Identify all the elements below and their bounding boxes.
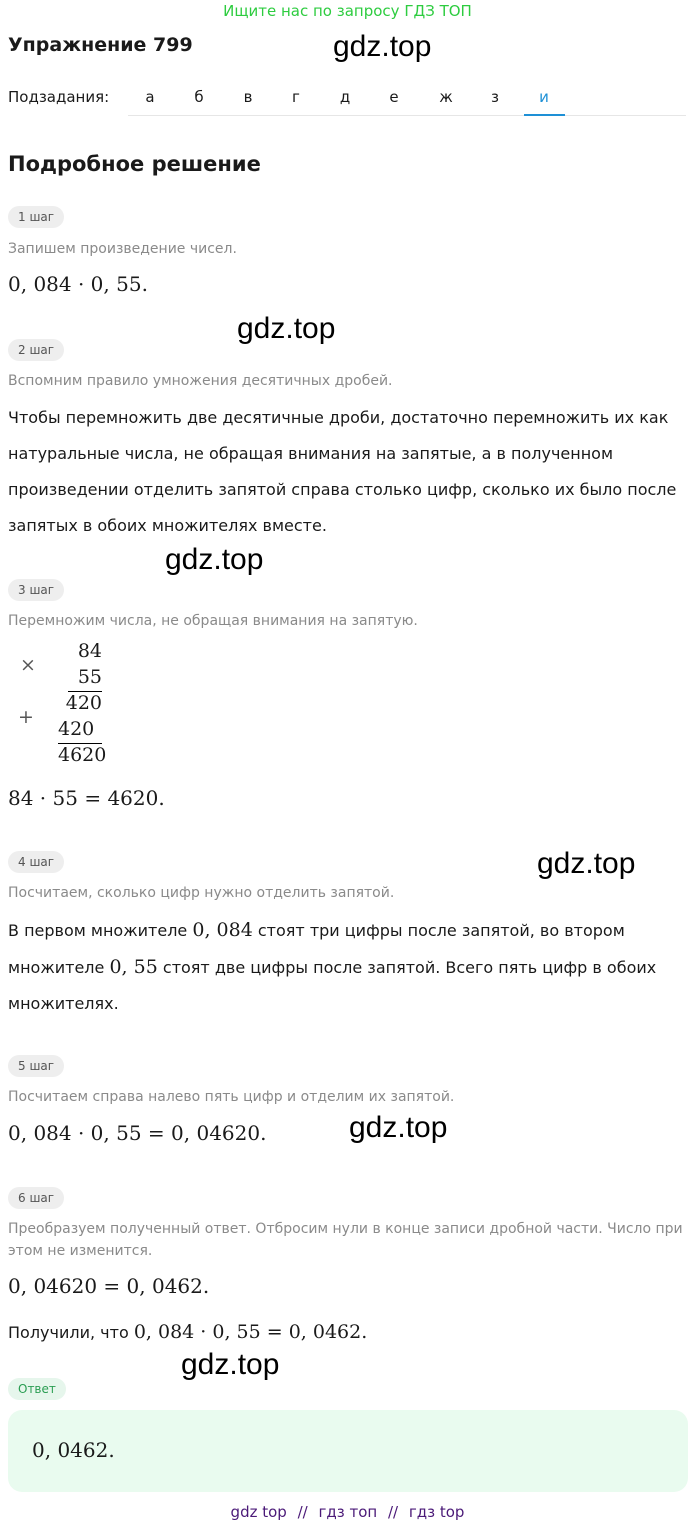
factor-math: 0, 084 [192, 919, 253, 941]
footer-link[interactable]: гдз топ [318, 1503, 378, 1521]
partial-product: 420 [58, 718, 95, 740]
watermark: gdz.top [333, 30, 432, 63]
watermark: gdz.top [165, 543, 264, 576]
step-badge: 3 шаг [8, 579, 64, 601]
times-sign: × [20, 654, 36, 676]
step-math: 84 · 55 = 4620. [8, 786, 165, 810]
digits-text-part: В первом множителе [8, 921, 193, 940]
digits-text-part: стоят три цифры после запятой, во втором множителе [8, 921, 625, 977]
step-note: Перемножим числа, не обращая внимания на запятую. [8, 613, 418, 629]
step-badge: 6 шаг [8, 1187, 64, 1209]
step-math: 0, 084 · 0, 55 = 0, 04620. [8, 1121, 267, 1145]
footer-separator: // [387, 1503, 399, 1521]
multiplier: 55 [77, 666, 102, 688]
tab-e[interactable]: е [389, 88, 399, 106]
answer-badge: Ответ [8, 1378, 66, 1400]
partial-product: 420 [65, 692, 102, 714]
step-note: Преобразуем полученный ответ. Отбросим нули в конце записи дробной части. Число при этом не изменится. [8, 1221, 683, 1259]
footer-links [0, 1503, 695, 1521]
footer-link[interactable]: гдз top [408, 1503, 465, 1521]
search-banner: Ищите нас по запросу ГДЗ ТОП [223, 2, 472, 20]
watermark: gdz.top [237, 312, 336, 345]
digits-text-part: стоят две цифры после запятой. Всего пять цифр в обоих множителях. [8, 958, 657, 1013]
multiplicand: 84 [77, 640, 102, 662]
answer-value: 0, 0462. [32, 1438, 115, 1462]
tab-a[interactable]: а [145, 88, 155, 106]
footer-separator: // [297, 1503, 308, 1521]
step-note: Запишем произведение чисел. [8, 241, 237, 257]
conclusion-text [8, 1314, 688, 1351]
watermark: gdz.top [537, 847, 636, 880]
subtasks-divider [128, 115, 686, 116]
tab-b[interactable]: б [194, 88, 204, 106]
step-note: Вспомним правило умножения десятичных дробей. [8, 373, 393, 389]
watermark: gdz.top [181, 1348, 280, 1381]
rule-text: Чтобы перемножить две десятичные дроби, достаточно перемножить их как натуральные числа, не обращая внимания на запятые, а в полученном произведении отделить запятой справа столько цифр, сколько их было после запятых в обоих множителях вместе. [8, 408, 677, 535]
tab-v[interactable]: в [243, 88, 253, 106]
factor-math: 0, 55 [109, 956, 158, 978]
watermark: gdz.top [349, 1111, 448, 1144]
digits-text [8, 912, 688, 1022]
step-badge: 2 шаг [8, 339, 64, 361]
section-title: Подробное решение [8, 152, 261, 176]
step-badge: 5 шаг [8, 1055, 64, 1077]
subtasks-label: Подзадания: [8, 88, 110, 106]
conclusion-math: 0, 084 · 0, 55 = 0, 0462. [133, 1321, 368, 1343]
active-tab-indicator [524, 114, 565, 116]
step-math: 0, 084 · 0, 55. [8, 272, 148, 296]
tab-g[interactable]: г [292, 88, 300, 106]
step-badge: 4 шаг [8, 851, 64, 873]
step-note: Посчитаем, сколько цифр нужно отделить запятой. [8, 885, 395, 901]
step-math: 0, 04620 = 0, 0462. [8, 1274, 210, 1298]
tab-i[interactable]: и [539, 88, 549, 106]
footer-link[interactable]: gdz top [230, 1503, 287, 1521]
product-result: 4620 [58, 744, 107, 766]
tab-zh[interactable]: ж [439, 88, 453, 106]
step-note: Посчитаем справа налево пять цифр и отделим их запятой. [8, 1089, 455, 1105]
tab-z[interactable]: з [491, 88, 499, 106]
plus-sign: + [18, 706, 34, 728]
conclusion-prefix: Получили, что [8, 1323, 134, 1342]
tab-d[interactable]: д [339, 88, 351, 106]
page-title: Упражнение 799 [8, 34, 193, 56]
step-badge: 1 шаг [8, 206, 64, 228]
